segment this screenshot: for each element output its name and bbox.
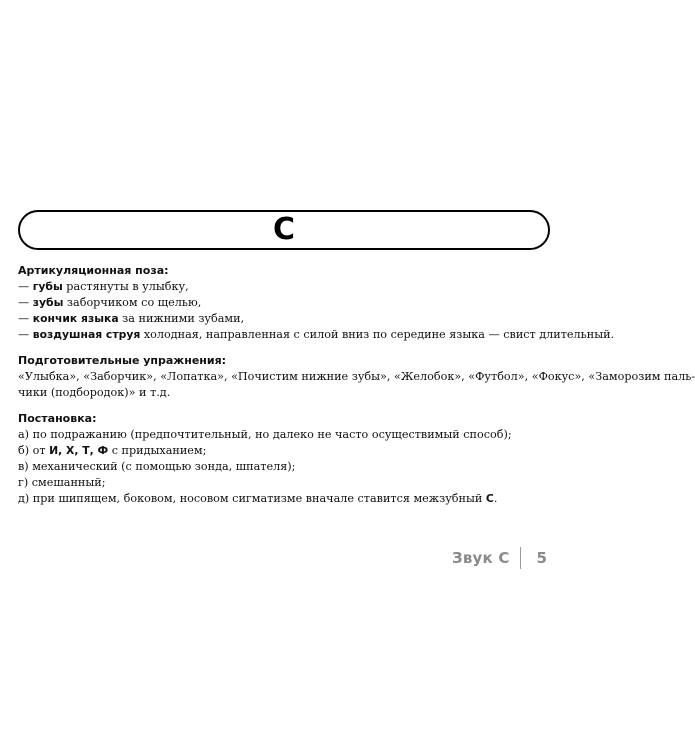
page-footer [452,546,547,570]
footer-title: Звук С [452,549,510,567]
footer-divider [520,547,521,569]
articulation-item [18,327,615,343]
item-dash: — [18,328,33,341]
item-term: зубы [32,296,64,309]
item-text: холодная, направленная с силой вниз по середине языка — свист длительный. [140,328,615,341]
item-suffix: . [493,492,498,505]
articulation-item [18,279,588,295]
articulation-item [18,311,588,327]
item-dash: — [18,312,33,325]
item-prefix: д) при шипящем, боковом, носовом сигматизме вначале ставится межзубный [18,492,486,505]
setup-item-a: а) по подражанию (предпочтительный, но далеко не часто осуществимый способ); [18,428,512,441]
banner-letter: С [272,211,296,247]
exercises-heading: Подготовительные упражнения: [18,354,227,367]
item-term: губы [32,280,63,293]
letter-banner [18,210,550,250]
articulation-item [18,295,588,311]
setup-item-d [18,491,588,507]
item-text: растянуты в улыбку, [62,280,189,293]
exercises-text-line: чики (подбородок)» и т.д. [18,386,171,399]
exercises-text-line: «Улыбка», «Заборчик», «Лопатка», «Почистим нижние зубы», «Желобок», «Футбол», «Фокус», «Заморозим паль- [18,370,695,383]
item-term: воздушная струя [32,328,141,341]
setup-item-b [18,443,588,459]
item-text: заборчиком со щелью, [63,296,202,309]
page-number: 5 [536,549,547,567]
item-suffix: с придыханием; [108,444,207,457]
item-dash: — [18,296,33,309]
setup-item-g: г) смешанный; [18,476,106,489]
item-text: за нижними зубами, [118,312,245,325]
page-content [18,263,695,507]
setup-item-v: в) механический (с помощью зонда, шпателя); [18,460,296,473]
item-sound: С [485,492,494,505]
item-sounds: И, Х, Т, Ф [49,444,109,457]
articulation-heading: Артикуляционная поза: [18,264,169,277]
item-prefix: б) от [18,444,50,457]
setup-heading: Постановка: [18,412,97,425]
item-dash: — [18,280,33,293]
item-term: кончик языка [32,312,119,325]
